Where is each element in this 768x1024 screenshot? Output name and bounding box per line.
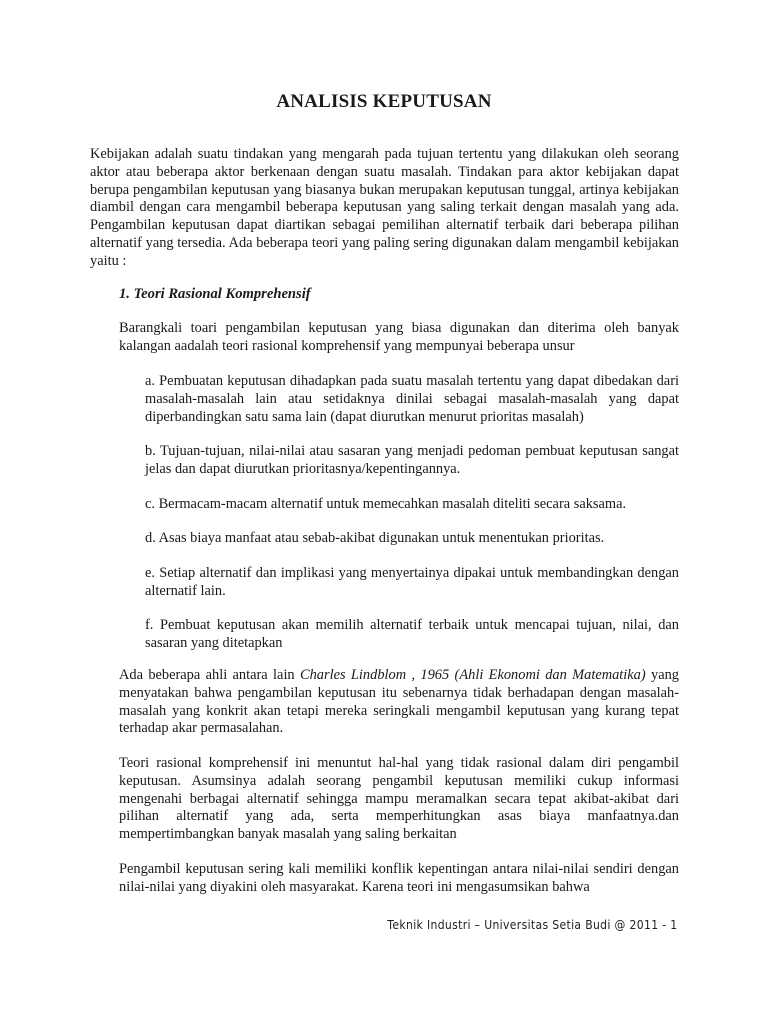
list-item-d: d. Asas biaya manfaat atau sebab-akibat digunakan untuk menentukan prioritas. [145,530,605,546]
list-item-c: c. Bermacam-macam alternatif untuk memecahkan masalah diteliti secara saksama. [145,496,627,512]
list-item-f: f. Pembuat keputusan akan memilih alternatif terbaik untuk mencapai tujuan, nilai, dan sasaran yang ditetapkan [145,617,679,651]
page-footer: Teknik Industri – Universitas Setia Budi @ 2011 - 1 [387,917,678,932]
intro-paragraph: Kebijakan adalah suatu tindakan yang mengarah pada tujuan tertentu yang dilakukan oleh seorang aktor atau beberapa aktor berkenaan dengan suatu masalah. Tindakan para aktor kebijakan dapat berupa pengambilan keputusan yang biasanya bukan merupakan keputusan tunggal, artinya kebijakan diambil dengan cara mengambil beberapa keputusan yang saling terkait dengan masalah yang ada. Pengambilan keputusan dapat diartikan sebagai pemilihan alternatif terbaik dari beberapa pilihan alternatif yang tersedia. Ada beberapa teori yang paling sering digunakan dalam mengambil kebijakan yaitu : [90,146,679,269]
section-heading: 1. Teori Rasional Komprehensif [119,286,311,302]
konflik-paragraph: Pengambil keputusan sering kali memiliki konflik kepentingan antara nilai-nilai sendiri dengan nilai-nilai yang diyakini oleh masyarakat. Karena teori ini mengasumsikan bahwa [119,861,679,895]
ahli-citation: Charles Lindblom , 1965 (Ahli Ekonomi dan Matematika) [300,667,646,683]
ahli-text-before: Ada beberapa ahli antara lain [119,667,300,683]
page-title: ANALISIS KEPUTUSAN [276,91,492,112]
ahli-text-after: yang menyatakan bahwa pengambilan keputusan itu sebenarnya tidak berhadapan dengan masalah-masalah yang konkrit akan tetapi mereka seringkali mengambil keputusan yang kurang tepat terhadap akar permasalahan. [119,667,680,737]
ahli-paragraph [119,667,679,738]
teori-paragraph: Teori rasional komprehensif ini menuntut hal-hal yang tidak rasional dalam diri pengambil keputusan. Asumsinya adalah seorang pengambil keputusan memiliki cukup informasi mengenahi berbagai alternatif sehingga mampu meramalkan secara tepat akibat-akibat dari pilihan alternatif yang ada, serta memperhitungkan asas biaya manfaatnya.dan mempertimbangkan banyak masalah yang saling berkaitan [119,755,679,843]
list-item-e: e. Setiap alternatif dan implikasi yang menyertainya dipakai untuk membandingkan dengan alternatif lain. [145,565,679,599]
list-item-a: a. Pembuatan keputusan dihadapkan pada suatu masalah tertentu yang dapat dibedakan dari masalah-masalah lain atau setidaknya dinilai sebagai masalah-masalah yang dapat diperbandingkan satu sama lain (dapat diurutkan menurut prioritas masalah) [145,373,679,425]
list-item-b: b. Tujuan-tujuan, nilai-nilai atau sasaran yang menjadi pedoman pembuat keputusan sangat jelas dan dapat diurutkan prioritasnya/kepentingannya. [145,443,679,477]
section-lead-paragraph: Barangkali toari pengambilan keputusan yang biasa digunakan dan diterima oleh banyak kalangan aadalah teori rasional komprehensif yang mempunyai beberapa unsur [119,320,679,354]
